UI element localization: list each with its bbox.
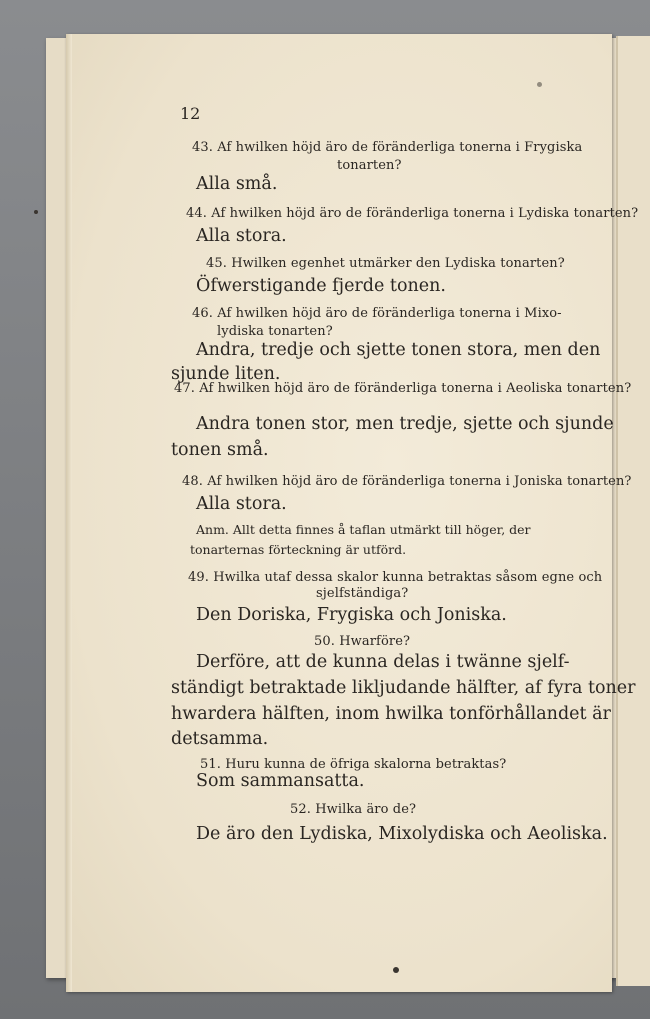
answer-line: De äro den Lydiska, Mixolydiska och Aeoliska. [196, 824, 608, 844]
page-number: 12 [180, 104, 201, 123]
answer-line: Som sammansatta. [196, 771, 365, 791]
answer-line: Derföre, att de kunna delas i twänne sjelf- [196, 652, 570, 672]
answer-line: Öfwerstigande fjerde tonen. [196, 276, 446, 296]
page-gutter [66, 34, 72, 992]
answer-line: Andra, tredje och sjette tonen stora, men den [196, 340, 601, 360]
answer-line: Alla stora. [196, 226, 287, 246]
question-line: 51. Huru kunna de öfriga skalorna betraktas? [200, 757, 507, 772]
answer-line: sjunde liten. [171, 364, 281, 384]
answer-line: Alla små. [196, 174, 278, 194]
question-line: tonarten? [337, 158, 402, 173]
question-line: 43. Af hwilken höjd äro de föränderliga tonerna i Frygiska [192, 140, 583, 155]
answer-line: Den Doriska, Frygiska och Joniska. [196, 605, 507, 625]
adjacent-page-edge [616, 36, 650, 986]
question-line: 44. Af hwilken höjd äro de föränderliga tonerna i Lydiska tonarten? [186, 206, 639, 221]
speck-mark [34, 210, 38, 214]
note-line: Anm. Allt detta finnes å taflan utmärkt till höger, der [196, 522, 531, 537]
answer-line: hwardera hälften, inom hwilka tonförhållandet är [171, 704, 611, 724]
question-line: sjelfständiga? [316, 586, 409, 601]
question-line: 46. Af hwilken höjd äro de föränderliga tonerna i Mixo- [192, 306, 562, 321]
answer-line: tonen små. [171, 440, 269, 460]
note-line: tonarternas förteckning är utförd. [190, 542, 407, 557]
question-line: lydiska tonarten? [217, 324, 333, 339]
question-line: 45. Hwilken egenhet utmärker den Lydiska tonarten? [206, 256, 565, 271]
answer-line: ständigt betraktade likljudande hälfter, af fyra toner [171, 678, 636, 698]
question-line: 52. Hwilka äro de? [290, 802, 417, 817]
speck-mark [393, 967, 399, 973]
question-line: 50. Hwarföre? [314, 634, 411, 649]
question-line: 48. Af hwilken höjd äro de föränderliga tonerna i Joniska tonarten? [182, 474, 632, 489]
speck-mark [537, 82, 542, 87]
book-page [66, 34, 612, 992]
answer-line: Alla stora. [196, 494, 287, 514]
answer-line: detsamma. [171, 729, 269, 749]
question-line: 49. Hwilka utaf dessa skalor kunna betraktas såsom egne och [188, 570, 603, 585]
question-line: 47. Af hwilken höjd äro de föränderliga tonerna i Aeoliska tonarten? [174, 381, 632, 396]
answer-line: Andra tonen stor, men tredje, sjette och sjunde [196, 414, 614, 434]
